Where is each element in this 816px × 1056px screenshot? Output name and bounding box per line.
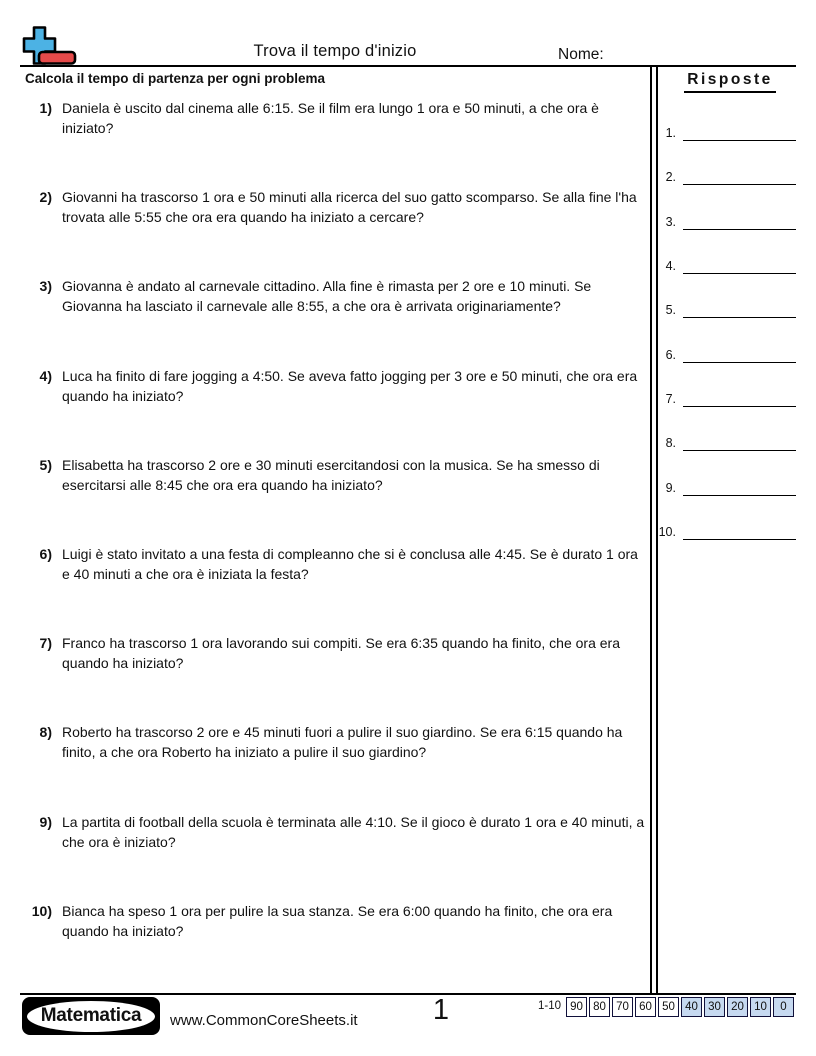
answer-row — [652, 169, 796, 185]
problem-number: 3) — [39, 278, 52, 294]
header-divider — [20, 65, 796, 67]
answer-row — [652, 302, 796, 318]
answer-number: 10. — [658, 525, 676, 539]
answer-blank[interactable] — [683, 301, 796, 318]
page-number: 1 — [432, 994, 450, 1026]
answer-number: 8. — [665, 436, 676, 450]
answer-number: 6. — [665, 348, 676, 362]
score-cell: 30 — [704, 997, 725, 1017]
answers-title: Risposte — [660, 71, 800, 93]
name-label: Nome: — [558, 46, 604, 63]
answer-blank[interactable] — [683, 479, 796, 496]
answer-row — [652, 391, 796, 407]
answer-row — [652, 524, 796, 540]
problem-item — [28, 456, 646, 495]
problem-item — [28, 634, 646, 673]
score-cell: 80 — [589, 997, 610, 1017]
answer-blank[interactable] — [683, 124, 796, 141]
problem-number: 6) — [39, 546, 52, 562]
answer-blank[interactable] — [683, 346, 796, 363]
problem-number: 2) — [39, 189, 52, 205]
answer-blank[interactable] — [683, 390, 796, 407]
answer-row — [652, 214, 796, 230]
problem-text: Bianca ha speso 1 ora per pulire la sua stanza. Se era 6:00 quando ha finito, che ora era quando ha iniziato? — [62, 903, 613, 939]
answer-number: 3. — [665, 215, 676, 229]
score-cell: 60 — [635, 997, 656, 1017]
brand-label: Matematica — [27, 1001, 155, 1032]
answer-row — [652, 480, 796, 496]
problem-text: Giovanna è andato al carnevale cittadino. Alla fine è rimasta per 2 ore e 10 minuti. Se Giovanna ha lasciato il carnevale alle 8:55, a che ora è arrivata originariamente? — [62, 278, 592, 314]
problem-number: 4) — [39, 368, 52, 384]
answer-blank[interactable] — [683, 168, 796, 185]
plus-minus-logo-icon — [22, 26, 78, 66]
score-cell: 90 — [566, 997, 587, 1017]
answer-blank[interactable] — [683, 523, 796, 540]
answer-number: 2. — [665, 170, 676, 184]
score-cell: 70 — [612, 997, 633, 1017]
problem-item — [28, 902, 646, 941]
score-cell: 50 — [658, 997, 679, 1017]
score-cell: 0 — [773, 997, 794, 1017]
answer-blank[interactable] — [683, 434, 796, 451]
answer-number: 7. — [665, 392, 676, 406]
problem-item — [28, 367, 646, 406]
problem-text: Roberto ha trascorso 2 ore e 45 minuti fuori a pulire il suo giardino. Se era 6:15 quando ha finito, a che ora Roberto ha iniziato a pulire il suo giardino? — [62, 724, 623, 760]
score-cell: 10 — [750, 997, 771, 1017]
problem-text: Elisabetta ha trascorso 2 ore e 30 minuti esercitandosi con la musica. Se ha smesso di esercitarsi alle 8:45 che ora era quando ha iniziato? — [62, 457, 600, 493]
problem-text: La partita di football della scuola è terminata alle 4:10. Se il gioco è durato 1 ora e 40 minuti, a che ora è iniziato? — [62, 814, 645, 850]
answer-number: 1. — [665, 126, 676, 140]
answer-number: 9. — [665, 481, 676, 495]
answer-blank[interactable] — [683, 257, 796, 274]
problem-item — [28, 813, 646, 852]
score-table — [531, 997, 794, 1017]
page-title: Trova il tempo d'inizio — [253, 42, 417, 60]
problem-text: Luca ha finito di fare jogging a 4:50. Se aveva fatto jogging per 3 ore e 50 minuti, che ora era quando ha iniziato? — [62, 368, 638, 404]
problem-text: Luigi è stato invitato a una festa di compleanno che si è conclusa alle 4:45. Se è durato 1 ora e 40 minuti a che ora è iniziata la festa? — [62, 546, 638, 582]
problem-item — [28, 723, 646, 762]
instruction-text: Calcola il tempo di partenza per ogni problema — [25, 71, 326, 86]
brand-badge — [22, 997, 160, 1035]
problem-number: 10) — [31, 903, 52, 919]
problem-item — [28, 545, 646, 584]
score-cell: 40 — [681, 997, 702, 1017]
website-text: www.CommonCoreSheets.it — [170, 1012, 358, 1029]
problem-number: 9) — [39, 814, 52, 830]
problem-text: Giovanni ha trascorso 1 ora e 50 minuti alla ricerca del suo gatto scomparso. Se alla fine l'ha trovata alle 5:55 che ora era quando ha iniziato a cercare? — [62, 189, 637, 225]
problem-number: 1) — [39, 100, 52, 116]
score-range-label: 1-10 — [537, 1000, 561, 1012]
problem-text: Daniela è uscito dal cinema alle 6:15. Se il film era lungo 1 ora e 50 minuti, a che ora è iniziato? — [62, 100, 599, 136]
score-cells — [566, 997, 794, 1017]
answer-row — [652, 347, 796, 363]
answer-row — [652, 125, 796, 141]
answer-row — [652, 258, 796, 274]
problem-number: 8) — [39, 724, 52, 740]
problem-item — [28, 188, 646, 227]
answer-number: 4. — [665, 259, 676, 273]
problem-item — [28, 99, 646, 138]
problem-number: 5) — [39, 457, 52, 473]
problem-text: Franco ha trascorso 1 ora lavorando sui compiti. Se era 6:35 quando ha finito, che ora era quando ha iniziato? — [62, 635, 620, 671]
answer-blank[interactable] — [683, 213, 796, 230]
problem-item — [28, 277, 646, 316]
score-cell: 20 — [727, 997, 748, 1017]
answer-row — [652, 435, 796, 451]
problem-number: 7) — [39, 635, 52, 651]
answer-number: 5. — [665, 303, 676, 317]
